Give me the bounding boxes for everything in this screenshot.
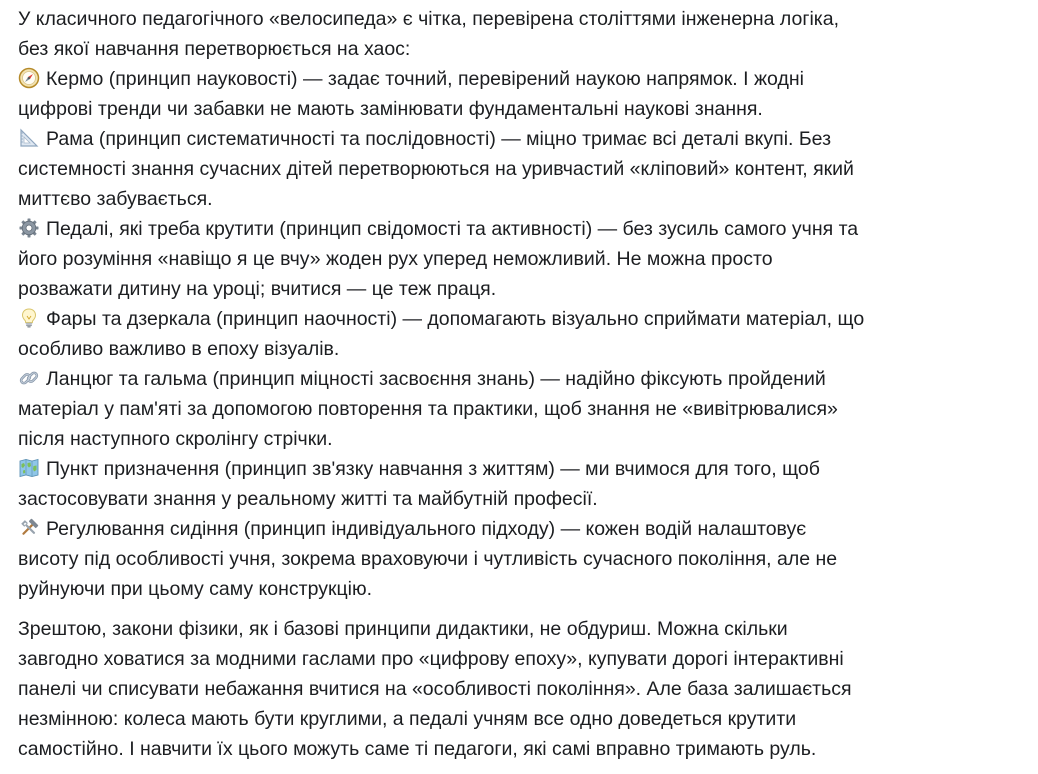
list-item-line: миттєво забувається. xyxy=(18,188,213,210)
conclusion-line: самостійно. І навчити їх цього можуть саме ті педагоги, які самі вправно тримають руль. xyxy=(18,738,817,760)
conclusion-line: Зрештою, закони фізики, як і базові принципи дидактики, не обдуриш. Можна скільки xyxy=(18,618,788,640)
list-item xyxy=(18,364,1032,394)
list-item-line: висоту під особливості учня, зокрема враховуючи і чутливість сучасного покоління, але не xyxy=(18,548,838,570)
list-item xyxy=(18,304,1032,334)
intro-line: без якої навчання перетворюється на хаос: xyxy=(18,38,411,60)
list-item-line: цифрові тренди чи забавки не мають замінювати фундаментальні наукові знання. xyxy=(18,98,763,120)
list-item-line: його розуміння «навіщо я це вчу» жоден рух уперед неможливий. Не можна просто xyxy=(18,248,773,270)
list-item-line: розважати дитину на уроці; вчитися — це теж праця. xyxy=(18,278,497,300)
light-bulb-icon xyxy=(18,307,40,329)
compass-icon xyxy=(18,67,40,89)
list-item-text: Пункт призначення (принцип зв'язку навчання з життям) — ми вчимося для того, щоб xyxy=(46,458,820,480)
list-item-text: Ланцюг та гальма (принцип міцності засвоєння знань) — надійно фіксують пройдений xyxy=(46,368,826,390)
list-item-line: руйнуючи при цьому саму конструкцію. xyxy=(18,578,373,600)
list-item xyxy=(18,514,1032,544)
list-item xyxy=(18,214,1032,244)
conclusion-line: завгодно ховатися за модними гаслами про «цифрову епоху», купувати дорогі інтерактивні xyxy=(18,648,844,670)
chain-link-icon xyxy=(18,367,40,389)
list-item-text: Педалі, які треба крутити (принцип свідомості та активності) — без зусиль самого учня та xyxy=(46,218,859,240)
list-item-text: Кермо (принцип науковості) — задає точний, перевірений наукою напрямок. І жодні xyxy=(46,68,804,90)
conclusion-line: панелі чи списувати небажання вчитися на «особливості покоління». Але база залишається xyxy=(18,678,852,700)
list-item-line: застосовувати знання у реальному житті та майбутній професії. xyxy=(18,488,598,510)
list-item-text: Фары та дзеркала (принцип наочності) — допомагають візуально сприймати матеріал, що xyxy=(46,308,865,330)
list-item-line: після наступного скролінгу стрічки. xyxy=(18,428,333,450)
conclusion-paragraph xyxy=(18,614,1032,764)
hammer-wrench-icon xyxy=(18,517,40,539)
list-item xyxy=(18,64,1032,94)
list-item-text: Регулювання сидіння (принцип індивідуального підходу) — кожен водій налаштовує xyxy=(46,518,807,540)
list-item-line: матеріал у пам'яті за допомогою повторення та практики, щоб знання не «вивітрювалися» xyxy=(18,398,838,420)
intro-line: У класичного педагогічного «велосипеда» є чітка, перевірена століттями інженерна логіка, xyxy=(18,8,840,30)
conclusion-line: незмінною: колеса мають бути круглими, а педалі учням все одно доведеться крутити xyxy=(18,708,797,730)
post-main-paragraph xyxy=(18,4,1032,604)
list-item xyxy=(18,454,1032,484)
world-map-icon xyxy=(18,457,40,479)
list-item xyxy=(18,124,1032,154)
triangle-ruler-icon xyxy=(18,127,40,149)
gear-icon xyxy=(18,217,40,239)
post-text xyxy=(18,4,1032,764)
list-item-text: Рама (принцип систематичності та послідовності) — міцно тримає всі деталі вкупі. Без xyxy=(46,128,832,150)
list-item-line: особливо важливо в епоху візуалів. xyxy=(18,338,340,360)
list-item-line: системності знання сучасних дітей перетворюються на уривчастий «кліповий» контент, який xyxy=(18,158,854,180)
